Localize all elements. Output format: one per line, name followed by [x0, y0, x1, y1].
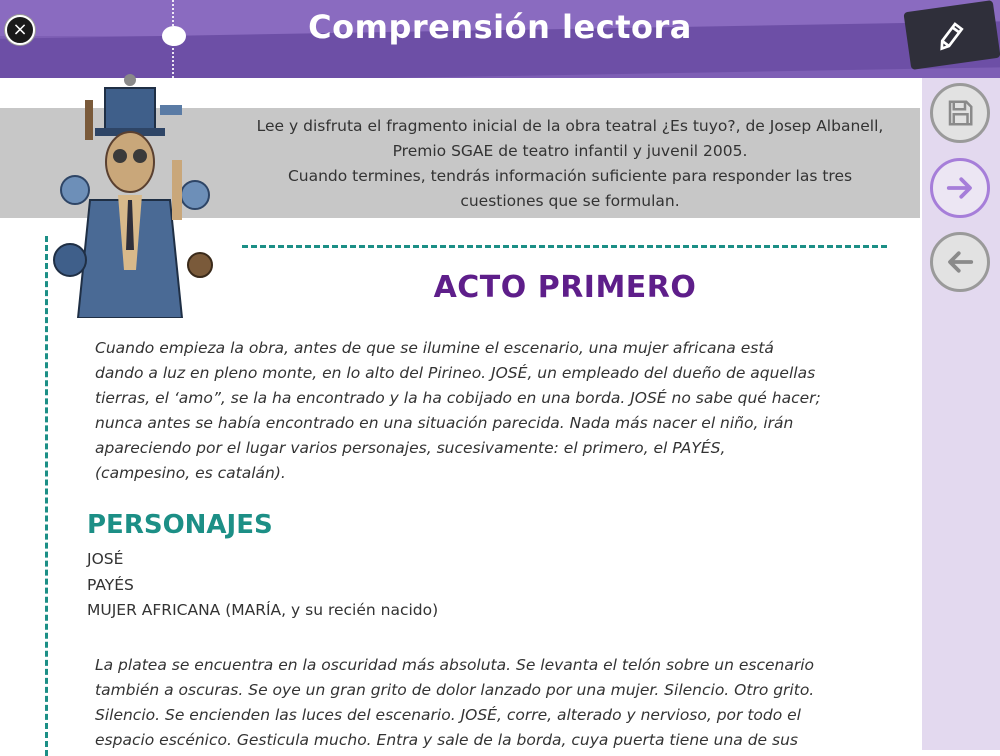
character-item: PAYÉS — [87, 575, 134, 594]
stage-direction-paragraph-1: Cuando empieza la obra, antes de que se ilumine el escenario, una mujer africana está dando a luz en pleno monte, en lo alto del Pirineo. JOSÉ, un empleado del dueño de aquellas tierras, el ‘amo”, se la ha encontrado y la ha cobijado en una borda. JOSÉ no sabe qué hacer; nunca antes se había encontrado en una situación parecida. Nada más nacer el niño, irán apareciendo por el lugar varios personajes, sucesivamente: el primero, el PAYÉS, (campesino, es catalán). — [95, 339, 821, 482]
intro-line-1: Lee y disfruta el fragmento inicial de la obra teatral ¿Es tuyo?, de Josep Albanell, — [256, 117, 884, 135]
close-button[interactable] — [5, 15, 35, 45]
right-sidebar — [922, 78, 1000, 750]
divider-dashed-horizontal — [242, 245, 887, 248]
stage-direction-paragraph-2: La platea se encuentra en la oscuridad más absoluta. Se levanta el telón sobre un escenario también a oscuras. Se oye un gran grito de dolor lanzado por una mujer. Silencio. Otro grito. Silencio. Se encienden las luces del escenario. JOSÉ, corre, alterado y nervioso, por todo el espacio escénico. Gesticula mucho. Entra y sale de la borda, cuya puerta tiene una de sus — [95, 656, 815, 749]
character-item: JOSÉ — [87, 550, 124, 568]
arrow-right-icon — [945, 173, 975, 203]
intro-line-3: Cuando termines, tendrás información suficiente para responder las tres — [287, 167, 853, 185]
header-banner — [0, 0, 1000, 78]
next-button[interactable] — [930, 158, 990, 218]
pencil-icon — [932, 15, 973, 56]
act-title: ACTO PRIMERO — [433, 270, 697, 305]
edit-button[interactable] — [903, 0, 1000, 70]
characters-title: PERSONAJES — [87, 510, 273, 540]
page-title: Comprensión lectora — [308, 8, 692, 46]
steampunk-character-illustration — [50, 70, 220, 318]
save-button[interactable] — [930, 83, 990, 143]
characters-list — [87, 547, 438, 624]
arrow-left-icon — [945, 247, 975, 277]
intro-line-4: cuestiones que se formulan. — [460, 192, 680, 210]
back-button[interactable] — [930, 232, 990, 292]
close-icon: × — [12, 19, 28, 40]
floppy-disk-icon — [945, 98, 975, 128]
intro-line-2: Premio SGAE de teatro infantil y juvenil 2005. — [392, 142, 748, 160]
intro-text — [230, 114, 910, 214]
character-item: MUJER AFRICANA (MARÍA, y su recién nacido) — [87, 601, 439, 619]
divider-dashed-vertical — [45, 236, 48, 756]
